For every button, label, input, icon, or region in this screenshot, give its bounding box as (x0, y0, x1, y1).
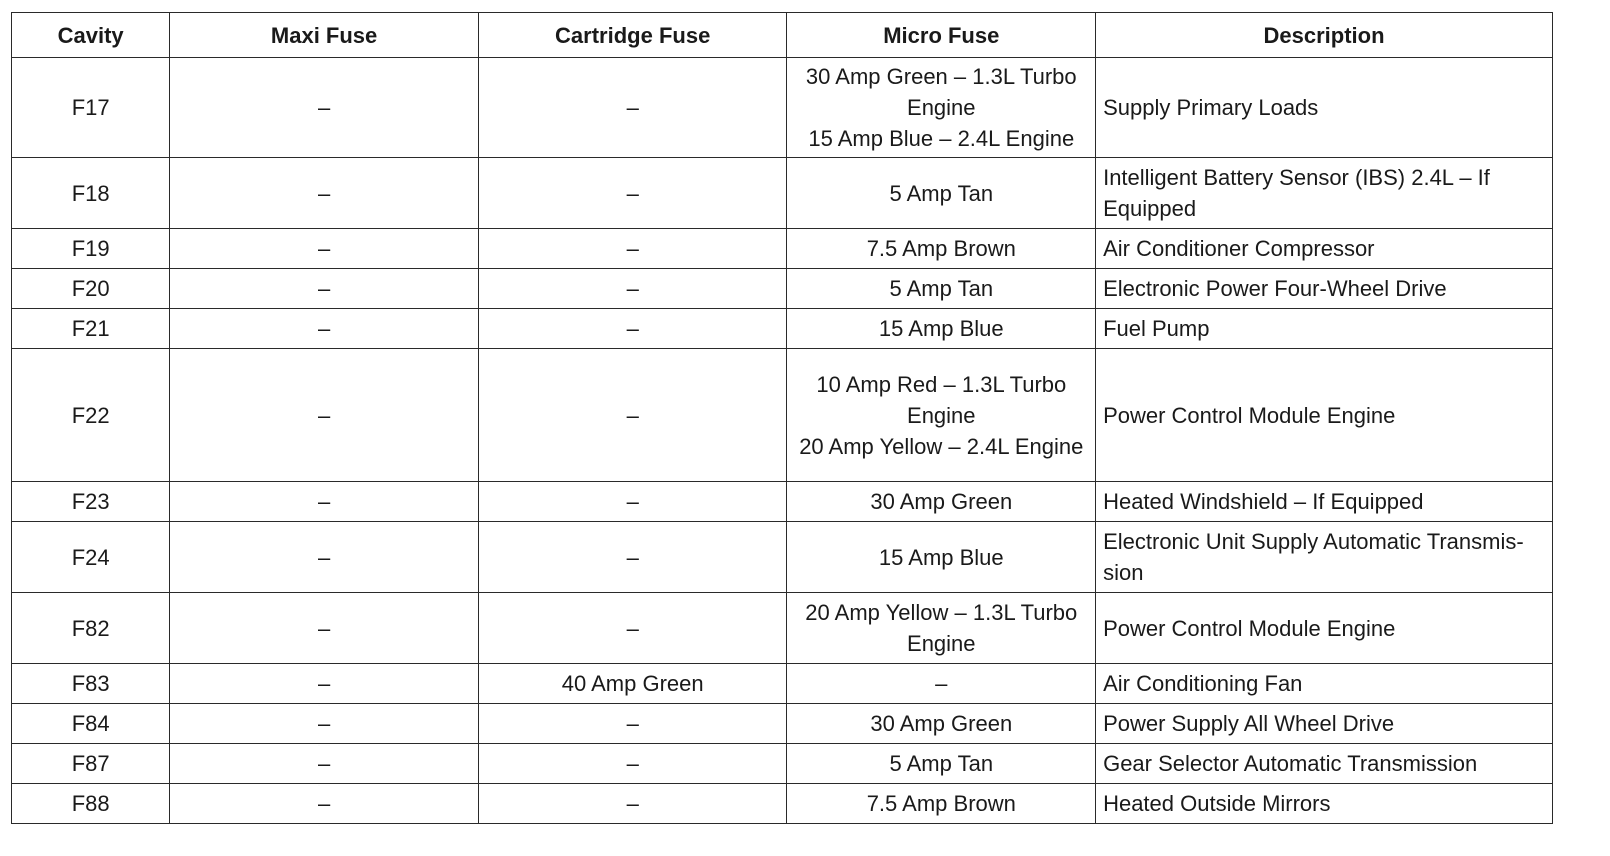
table-header-row (12, 13, 1553, 58)
table-row (12, 593, 1553, 664)
maxi-fuse-cell: – (170, 744, 479, 784)
cartridge-fuse-cell: – (478, 593, 787, 664)
cavity-cell: F24 (12, 522, 170, 593)
cavity-cell: F83 (12, 664, 170, 704)
cavity-cell: F22 (12, 349, 170, 482)
description-cell: Power Supply All Wheel Drive (1096, 704, 1553, 744)
cavity-cell: F82 (12, 593, 170, 664)
micro-fuse-line: 5 Amp Tan (889, 276, 994, 301)
description-cell: Intelligent Battery Sensor (IBS) 2.4L – If Equipped (1096, 158, 1553, 229)
cartridge-fuse-cell: – (478, 482, 787, 522)
cartridge-fuse-cell: 40 Amp Green (478, 664, 787, 704)
cartridge-fuse-cell: – (478, 744, 787, 784)
description-cell: Heated Outside Mirrors (1096, 784, 1553, 824)
micro-fuse-line: 30 Amp Green (870, 711, 1013, 736)
table-row (12, 309, 1553, 349)
micro-fuse-line: 7.5 Amp Brown (866, 236, 1016, 261)
cavity-cell: F84 (12, 704, 170, 744)
description-cell: Fuel Pump (1096, 309, 1553, 349)
micro-fuse-line: 5 Amp Tan (889, 751, 994, 776)
cavity-cell: F87 (12, 744, 170, 784)
maxi-fuse-cell: – (170, 784, 479, 824)
description-cell: Power Control Module Engine (1096, 349, 1553, 482)
micro-fuse-line: 15 Amp Blue – 2.4L Engine (808, 126, 1075, 151)
micro-fuse-line: 20 Amp Yellow – 1.3L Turbo Engine (805, 600, 1078, 656)
cartridge-fuse-cell: – (478, 229, 787, 269)
table-row (12, 704, 1553, 744)
header-description: Description (1096, 13, 1553, 58)
cavity-cell: F21 (12, 309, 170, 349)
cartridge-fuse-cell: – (478, 158, 787, 229)
micro-fuse-line: 15 Amp Blue (878, 544, 1004, 570)
description-cell: Electronic Power Four-Wheel Drive (1096, 269, 1553, 309)
cavity-cell: F19 (12, 229, 170, 269)
cavity-cell: F20 (12, 269, 170, 309)
table-row (12, 158, 1553, 229)
cartridge-fuse-cell: – (478, 269, 787, 309)
micro-fuse-cell (787, 744, 1096, 784)
micro-fuse-line: 10 Amp Red – 1.3L Turbo Engine (816, 371, 1067, 428)
description-cell: Electronic Unit Supply Automatic Transmis-sion (1096, 522, 1553, 593)
micro-fuse-line: 7.5 Amp Brown (866, 791, 1016, 816)
table-row (12, 784, 1553, 824)
maxi-fuse-cell: – (170, 349, 479, 482)
table-row (12, 349, 1553, 482)
micro-fuse-cell (787, 664, 1096, 704)
description-cell: Gear Selector Automatic Transmission (1096, 744, 1553, 784)
micro-fuse-cell (787, 309, 1096, 349)
cartridge-fuse-cell: – (478, 349, 787, 482)
table-row (12, 58, 1553, 158)
micro-fuse-cell (787, 593, 1096, 664)
cartridge-fuse-cell: – (478, 522, 787, 593)
header-maxi-fuse: Maxi Fuse (170, 13, 479, 58)
micro-fuse-cell (787, 784, 1096, 824)
maxi-fuse-cell: – (170, 593, 479, 664)
description-cell: Air Conditioning Fan (1096, 664, 1553, 704)
maxi-fuse-cell: – (170, 664, 479, 704)
micro-fuse-line: 30 Amp Green (870, 489, 1013, 514)
micro-fuse-cell (787, 229, 1096, 269)
maxi-fuse-cell: – (170, 269, 479, 309)
micro-fuse-line: 15 Amp Blue (878, 316, 1004, 341)
description-cell: Heated Windshield – If Equipped (1096, 482, 1553, 522)
table-row (12, 482, 1553, 522)
micro-fuse-cell (787, 349, 1096, 482)
micro-fuse-cell (787, 704, 1096, 744)
cavity-cell: F88 (12, 784, 170, 824)
cartridge-fuse-cell: – (478, 704, 787, 744)
header-cartridge-fuse: Cartridge Fuse (478, 13, 787, 58)
header-cavity: Cavity (12, 13, 170, 58)
micro-fuse-line: – (935, 671, 948, 696)
cartridge-fuse-cell: – (478, 58, 787, 158)
fuse-table (11, 12, 1553, 824)
description-cell: Supply Primary Loads (1096, 58, 1553, 158)
micro-fuse-line: 20 Amp Yellow – 2.4L Engine (799, 433, 1084, 459)
micro-fuse-cell (787, 58, 1096, 158)
cartridge-fuse-cell: – (478, 309, 787, 349)
maxi-fuse-cell: – (170, 58, 479, 158)
table-row (12, 229, 1553, 269)
micro-fuse-cell (787, 269, 1096, 309)
maxi-fuse-cell: – (170, 229, 479, 269)
maxi-fuse-cell: – (170, 482, 479, 522)
maxi-fuse-cell: – (170, 522, 479, 593)
micro-fuse-line: 30 Amp Green – 1.3L Turbo Engine (805, 64, 1077, 120)
table-row (12, 744, 1553, 784)
cavity-cell: F23 (12, 482, 170, 522)
cartridge-fuse-cell: – (478, 784, 787, 824)
micro-fuse-cell (787, 522, 1096, 593)
header-micro-fuse: Micro Fuse (787, 13, 1096, 58)
description-cell: Air Conditioner Compressor (1096, 229, 1553, 269)
cavity-cell: F18 (12, 158, 170, 229)
micro-fuse-cell (787, 158, 1096, 229)
micro-fuse-line: 5 Amp Tan (889, 180, 994, 206)
maxi-fuse-cell: – (170, 704, 479, 744)
table-row (12, 269, 1553, 309)
maxi-fuse-cell: – (170, 309, 479, 349)
description-cell: Power Control Module Engine (1096, 593, 1553, 664)
table-row (12, 664, 1553, 704)
cavity-cell: F17 (12, 58, 170, 158)
table-row (12, 522, 1553, 593)
maxi-fuse-cell: – (170, 158, 479, 229)
micro-fuse-cell (787, 482, 1096, 522)
